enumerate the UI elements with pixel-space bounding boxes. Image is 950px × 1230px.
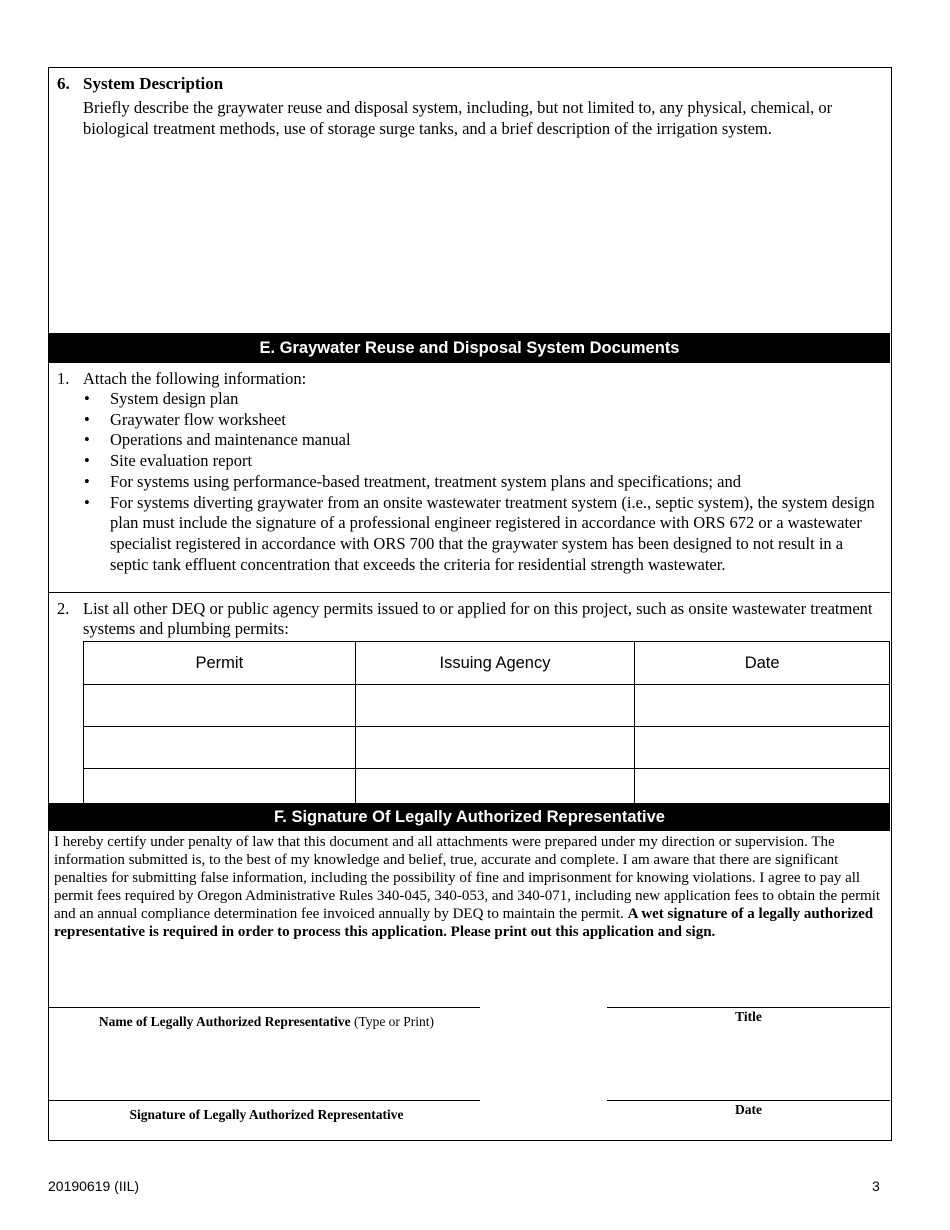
section-e-banner: E. Graywater Reuse and Disposal System Documents (49, 333, 890, 363)
bullet-icon: • (84, 471, 90, 491)
bullet-icon: • (84, 492, 90, 512)
section-6-title: System Description (83, 74, 224, 93)
list-item (83, 430, 883, 451)
attachment-list (83, 389, 883, 575)
section-f-banner: F. Signature Of Legally Authorized Representative (49, 803, 890, 831)
footer-page-number: 3 (872, 1178, 880, 1194)
title-label: Title (735, 1009, 762, 1024)
certification-text: I hereby certify under penalty of law that this document and all attachments were prepared under my direction or supervision. The information submitted is, to the best of my knowledge and belief, true, accurate and complete. I am aware that there are significant penalties for submitting false information, including the possibility of fine and imprisonment for knowing violations. I agree to pay all permit fees required by Oregon Administrative Rules 340-045, 340-053, and 340-071, including new application fees to obtain the permit and an annual compliance determination fee invoiced annually by DEQ to maintain the permit. (54, 834, 881, 922)
bullet-icon: • (84, 430, 90, 450)
signature-line[interactable] (49, 1100, 480, 1101)
list-item-text: Site evaluation report (110, 451, 253, 471)
list-item-text: System design plan (110, 389, 239, 408)
table-header-row (84, 642, 890, 685)
list-item (83, 451, 883, 472)
issuing-agency-column-header: Issuing Agency (355, 642, 635, 685)
list-item (83, 410, 883, 431)
list-item (83, 472, 883, 493)
bullet-icon: • (84, 451, 90, 471)
bullet-icon: • (84, 389, 90, 408)
section-e-item2-number: 2. (57, 599, 70, 618)
name-label-suffix: (Type or Print) (350, 1014, 435, 1029)
form-frame (48, 67, 892, 1141)
section-6-description: Briefly describe the graywater reuse and disposal system, including, but not limited to, any physical, chemical, or biological treatment methods, use of storage surge tanks, and a brief description of the irrigation system. (83, 98, 833, 138)
permit-column-header: Permit (84, 642, 356, 685)
date-cell[interactable] (635, 727, 890, 769)
list-item-text: Graywater flow worksheet (110, 409, 286, 429)
date-signature-line[interactable] (607, 1100, 890, 1101)
name-label (49, 1014, 484, 1030)
certification-statement (54, 833, 884, 941)
name-label-bold: Name of Legally Authorized Representative (98, 1014, 351, 1029)
permit-cell[interactable] (84, 685, 356, 727)
signature-label: Signature of Legally Authorized Representative (129, 1107, 404, 1122)
list-item-text: For systems diverting graywater from an onsite wastewater treatment system (i.e., septic system), the system design plan must include the signature of a professional engineer registered in accordance with ORS 672 or a wastewater specialist registered in accordance with ORS 700 that the graywater system has been designed to not result in a septic tank effluent concentration that exceeds the criteria for residential strength wastewater. (110, 492, 875, 574)
section-e-item1-number: 1. (57, 369, 70, 388)
title-signature-line[interactable] (607, 1007, 890, 1008)
date-column-header: Date (635, 642, 890, 685)
permit-cell[interactable] (84, 727, 356, 769)
list-item-text: Operations and maintenance manual (110, 430, 351, 450)
issuing-agency-cell[interactable] (355, 685, 635, 727)
section-e-item1-lead: Attach the following information: (83, 369, 307, 388)
certification-bold-text: A wet signature of a legally authorized representative is required in order to process this application. Please print out this application and sign. (54, 906, 874, 940)
bullet-icon: • (84, 409, 90, 429)
section-6-number: 6. (57, 74, 70, 93)
table-row (84, 685, 890, 727)
date-cell[interactable] (635, 685, 890, 727)
permits-table (83, 641, 890, 811)
table-row (84, 727, 890, 769)
section-e-item2-text: List all other DEQ or public agency permits issued to or applied for on this project, such as onsite wastewater treatment systems and plumbing permits: (83, 599, 873, 638)
footer-doc-id: 20190619 (IIL) (48, 1178, 140, 1194)
list-item (83, 389, 883, 410)
name-signature-line[interactable] (49, 1007, 480, 1008)
list-item (83, 493, 883, 576)
issuing-agency-cell[interactable] (355, 727, 635, 769)
list-item-text: For systems using performance-based treatment, treatment system plans and specifications; and (110, 471, 741, 491)
date-label: Date (735, 1102, 762, 1117)
section-divider (49, 592, 890, 593)
